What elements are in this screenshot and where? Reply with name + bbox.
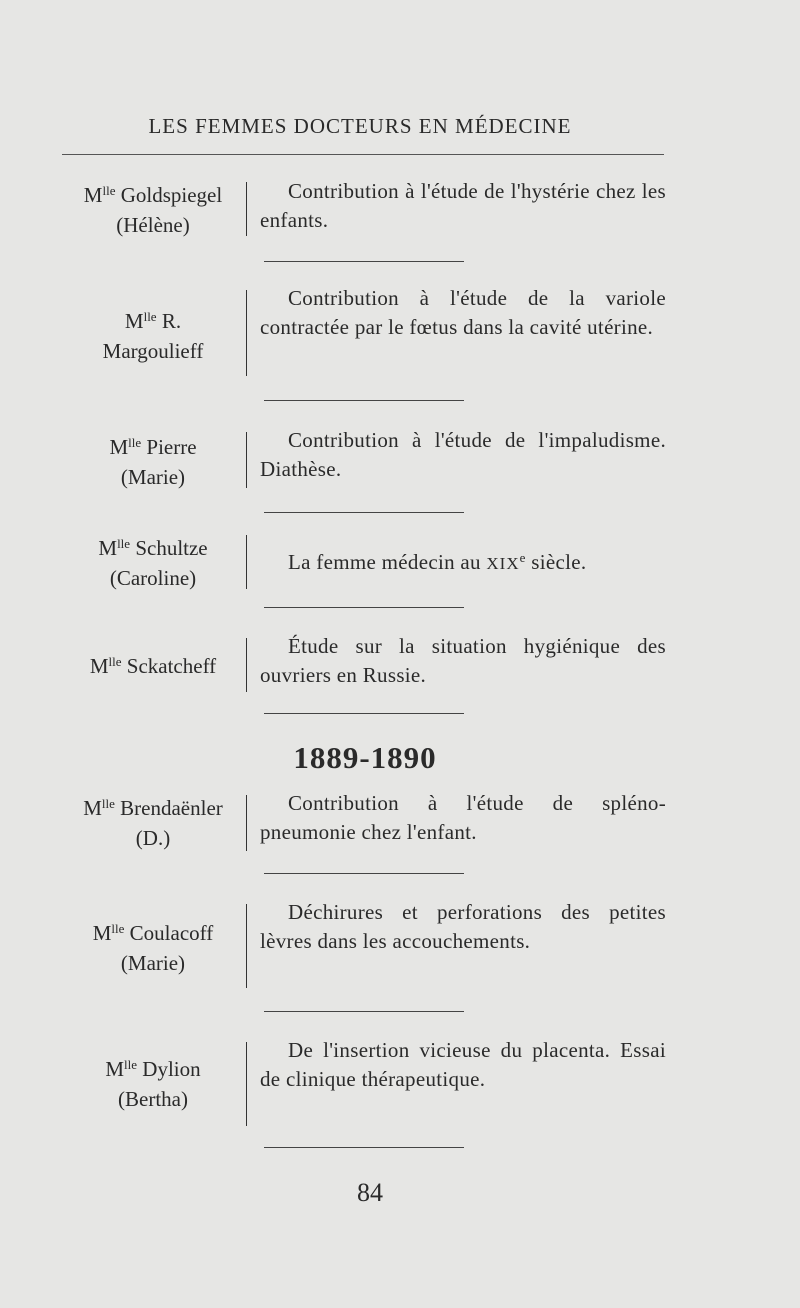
thesis-entry-margoulieff <box>60 284 670 384</box>
column-separator <box>246 795 247 851</box>
column-separator <box>246 638 247 692</box>
author-name: $M^{lle}$ R. Margoulieff <box>102 309 204 363</box>
thesis-title: Contribution à l'étude de spléno-pneumonie chez l'enfant. <box>260 791 666 844</box>
thesis-title: La femme médecin au XIXe siècle. <box>288 550 587 574</box>
thesis-entry-goldspiegel <box>60 176 670 246</box>
thesis-title: Étude sur la situation hygiénique des ouvriers en Russie. <box>260 634 666 687</box>
column-separator <box>246 1042 247 1126</box>
column-separator <box>246 904 247 988</box>
thesis-entry-sckatcheff <box>60 632 670 696</box>
author-name: $M^{lle}$ Dylion (Bertha) <box>105 1057 201 1111</box>
thesis-title: Contribution à l'étude de la variole contractée par le fœtus dans la cavité utérine. <box>260 286 666 339</box>
thesis-entry-dylion <box>60 1036 670 1130</box>
author-name: $M^{lle}$ Sckatcheff <box>89 654 217 678</box>
entry-divider <box>264 607 464 608</box>
column-separator <box>246 535 247 589</box>
thesis-title: De l'insertion vicieuse du placenta. Essai de clinique thérapeutique. <box>260 1038 666 1091</box>
author-name: $M^{lle}$ Brendaënler (D.) <box>83 796 223 850</box>
thesis-entry-coulacoff <box>60 898 670 992</box>
running-header: LES FEMMES DOCTEURS EN MÉDECINE <box>148 114 572 138</box>
entry-divider <box>264 873 464 874</box>
entry-divider <box>264 400 464 401</box>
thesis-entry-pierre <box>60 426 670 496</box>
entry-divider <box>264 713 464 714</box>
entry-divider <box>264 512 464 513</box>
thesis-entry-schultze <box>60 529 670 593</box>
column-separator <box>246 182 247 236</box>
year-heading: 1889-1890 <box>293 740 437 775</box>
author-name: $M^{lle}$ Coulacoff (Marie) <box>92 921 214 975</box>
page-number: 84 <box>357 1178 383 1207</box>
thesis-title: Contribution à l'étude de l'hystérie chez les enfants. <box>260 179 666 232</box>
entry-divider <box>264 261 464 262</box>
column-separator <box>246 432 247 488</box>
author-name: $M^{lle}$ Goldspiegel (Hélène) <box>83 183 223 237</box>
thesis-title: Déchirures et perforations des petites lèvres dans les accouchements. <box>260 900 666 953</box>
entry-divider <box>264 1011 464 1012</box>
author-name: $M^{lle}$ Schultze (Caroline) <box>98 536 208 590</box>
column-separator <box>246 290 247 376</box>
thesis-title: Contribution à l'étude de l'impaludisme. Diathèse. <box>260 428 666 481</box>
entry-divider <box>264 1147 464 1148</box>
thesis-entry-brendaenler <box>60 789 670 853</box>
author-name: $M^{lle}$ Pierre (Marie) <box>109 435 197 489</box>
header-rule <box>62 154 664 155</box>
